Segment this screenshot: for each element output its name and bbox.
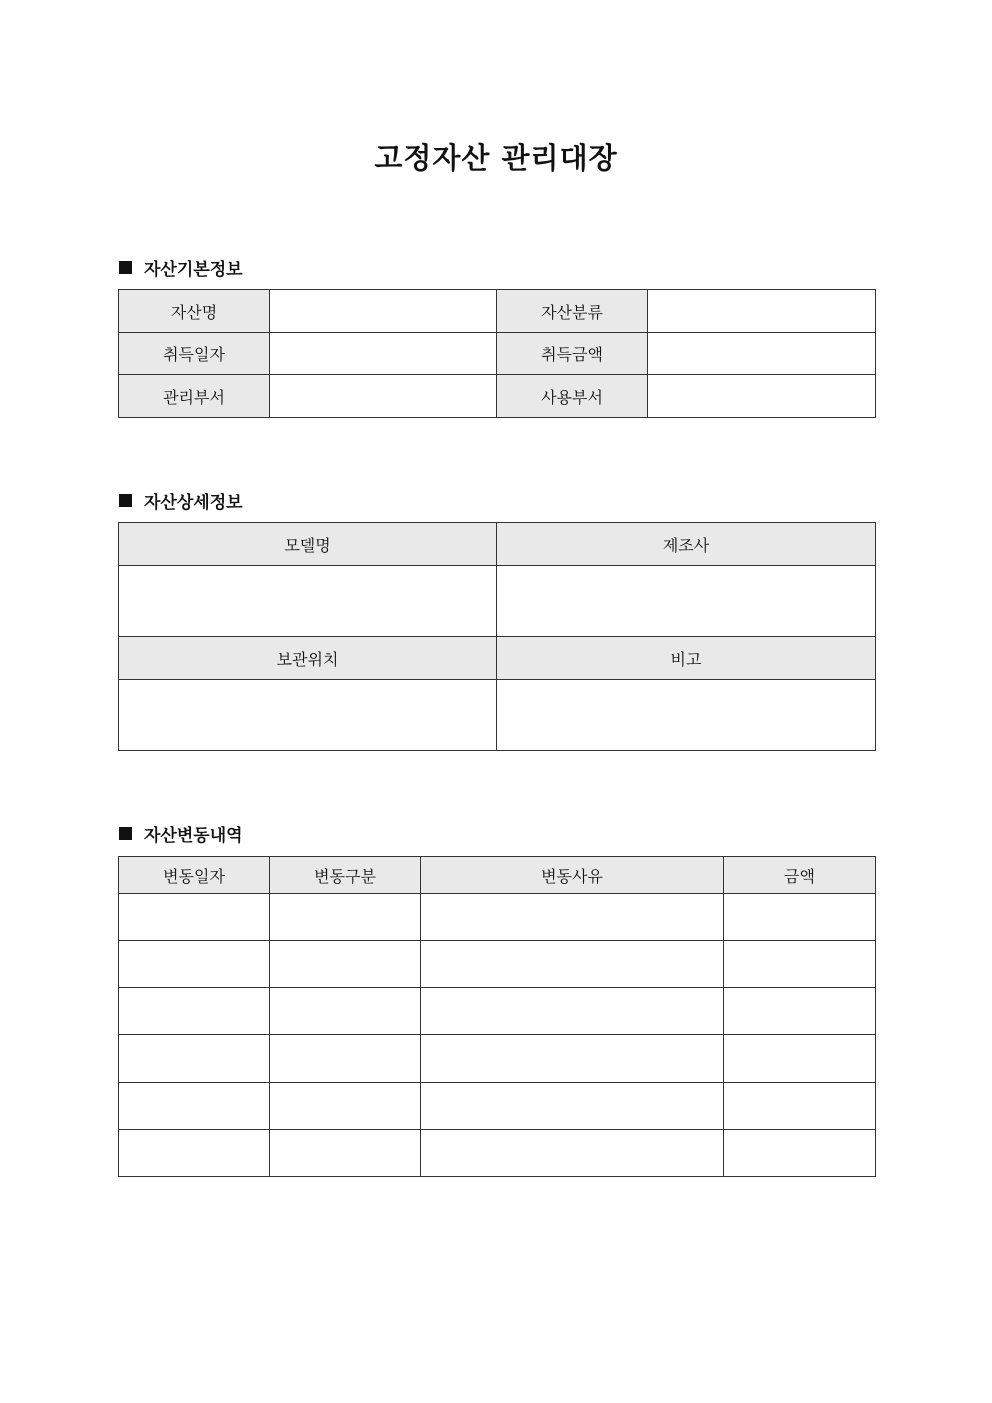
change-reason-cell[interactable] [421, 988, 724, 1035]
detail-info-table [118, 522, 876, 751]
amount-cell[interactable] [724, 941, 876, 988]
remarks-field[interactable] [497, 680, 876, 751]
section-heading-label: 자산기본정보 [144, 260, 243, 280]
table-row [119, 566, 876, 637]
field-label: 취득일자 [119, 333, 270, 375]
change-type-cell[interactable] [270, 1035, 421, 1083]
change-date-cell[interactable] [119, 988, 270, 1035]
change-type-cell[interactable] [270, 1130, 421, 1177]
section-heading-label: 자산변동내역 [144, 826, 243, 846]
table-row [119, 680, 876, 751]
asset-name-field[interactable] [270, 290, 497, 333]
field-label: 관리부서 [119, 375, 270, 418]
table-row [119, 333, 876, 375]
model-name-field[interactable] [119, 566, 497, 637]
change-reason-cell[interactable] [421, 894, 724, 941]
acquisition-amount-field[interactable] [648, 333, 876, 375]
managing-department-field[interactable] [270, 375, 497, 418]
column-header: 변동일자 [119, 857, 270, 894]
amount-cell[interactable] [724, 894, 876, 941]
table-row [119, 1035, 876, 1083]
change-type-cell[interactable] [270, 941, 421, 988]
change-reason-cell[interactable] [421, 941, 724, 988]
square-bullet-icon [119, 494, 132, 507]
change-type-cell[interactable] [270, 988, 421, 1035]
table-row [119, 894, 876, 941]
change-date-cell[interactable] [119, 1130, 270, 1177]
column-header: 금액 [724, 857, 876, 894]
section-heading-change-history [119, 821, 243, 846]
section-heading-label: 자산상세정보 [144, 493, 243, 513]
field-label: 비고 [497, 637, 876, 680]
change-type-cell[interactable] [270, 894, 421, 941]
page-title: 고정자산 관리대장 [374, 141, 618, 175]
column-header: 변동사유 [421, 857, 724, 894]
change-reason-cell[interactable] [421, 1035, 724, 1083]
column-header: 변동구분 [270, 857, 421, 894]
change-date-cell[interactable] [119, 941, 270, 988]
amount-cell[interactable] [724, 1083, 876, 1130]
asset-category-field[interactable] [648, 290, 876, 333]
acquisition-date-field[interactable] [270, 333, 497, 375]
field-label: 사용부서 [497, 375, 648, 418]
table-row [119, 941, 876, 988]
change-history-table [118, 856, 876, 1177]
field-label: 보관위치 [119, 637, 497, 680]
change-type-cell[interactable] [270, 1083, 421, 1130]
amount-cell[interactable] [724, 988, 876, 1035]
table-row [119, 290, 876, 333]
field-label: 자산명 [119, 290, 270, 333]
square-bullet-icon [119, 261, 132, 274]
field-label: 자산분류 [497, 290, 648, 333]
amount-cell[interactable] [724, 1035, 876, 1083]
field-label: 제조사 [497, 523, 876, 566]
table-row [119, 988, 876, 1035]
change-date-cell[interactable] [119, 894, 270, 941]
change-reason-cell[interactable] [421, 1130, 724, 1177]
table-header-row [119, 857, 876, 894]
table-row [119, 1083, 876, 1130]
section-heading-detail-info [119, 488, 243, 513]
field-label: 모델명 [119, 523, 497, 566]
basic-info-table [118, 289, 876, 418]
manufacturer-field[interactable] [497, 566, 876, 637]
amount-cell[interactable] [724, 1130, 876, 1177]
table-row [119, 1130, 876, 1177]
change-date-cell[interactable] [119, 1083, 270, 1130]
table-row [119, 637, 876, 680]
change-reason-cell[interactable] [421, 1083, 724, 1130]
change-date-cell[interactable] [119, 1035, 270, 1083]
field-label: 취득금액 [497, 333, 648, 375]
section-heading-basic-info [119, 255, 243, 280]
storage-location-field[interactable] [119, 680, 497, 751]
table-row [119, 375, 876, 418]
square-bullet-icon [119, 827, 132, 840]
table-row [119, 523, 876, 566]
using-department-field[interactable] [648, 375, 876, 418]
